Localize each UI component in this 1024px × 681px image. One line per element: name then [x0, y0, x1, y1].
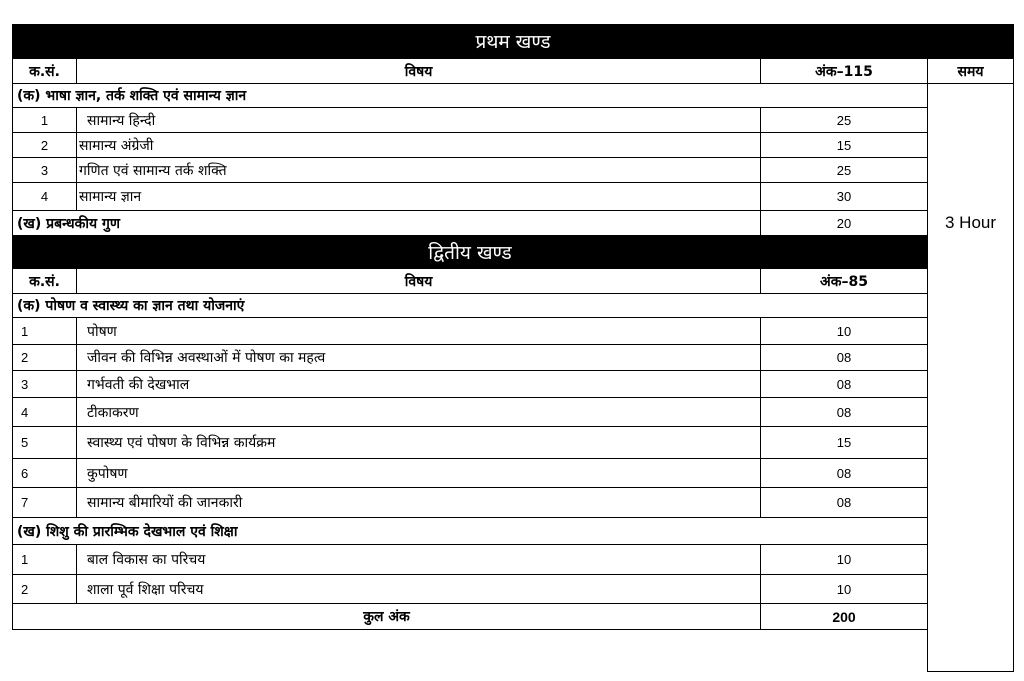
row-subject: गर्भवती की देखभाल	[76, 370, 761, 398]
row-sno: 1	[12, 107, 77, 133]
row-subject: सामान्य ज्ञान	[76, 182, 761, 211]
row-sno: 3	[12, 157, 77, 183]
row-subject: सामान्य हिन्दी	[76, 107, 761, 133]
duration-cell: 3 Hour	[927, 83, 1014, 672]
time-header: समय	[927, 58, 1014, 84]
row-subject: सामान्य अंग्रेजी	[76, 132, 761, 158]
row-sno: 4	[12, 397, 77, 427]
row-sno: 4	[12, 182, 77, 211]
row-marks: 10	[760, 574, 928, 604]
total-label: कुल अंक	[12, 603, 761, 630]
total-value: 200	[760, 603, 928, 630]
sno-header: क.सं.	[12, 268, 77, 294]
row-sno: 2	[12, 574, 77, 604]
section1-title: प्रथम खण्ड	[12, 24, 1014, 58]
row-sno: 7	[12, 487, 77, 518]
sno-header: क.सं.	[12, 58, 77, 84]
row-marks: 10	[760, 317, 928, 345]
section2-title: द्वितीय खण्ड	[12, 235, 928, 269]
row-subject: स्वास्थ्य एवं पोषण के विभिन्न कार्यक्रम	[76, 426, 761, 459]
row-marks: 15	[760, 132, 928, 158]
row-sno: 1	[12, 544, 77, 575]
row-marks: 25	[760, 157, 928, 183]
row-subject: बाल विकास का परिचय	[76, 544, 761, 575]
exam-scheme-table	[12, 24, 1014, 672]
row-sno: 1	[12, 317, 77, 345]
section1-group-b-title: (ख) प्रबन्धकीय गुण	[12, 210, 761, 236]
row-subject: टीकाकरण	[76, 397, 761, 427]
subject-header: विषय	[76, 58, 761, 84]
row-marks: 08	[760, 458, 928, 488]
section2-group-b-title: (ख) शिशु की प्रारम्भिक देखभाल एवं शिक्षा	[12, 517, 928, 545]
row-sno: 6	[12, 458, 77, 488]
row-marks: 10	[760, 544, 928, 575]
row-subject: गणित एवं सामान्य तर्क शक्ति	[76, 157, 761, 183]
marks-header: अंक–85	[760, 268, 928, 294]
row-subject: शाला पूर्व शिक्षा परिचय	[76, 574, 761, 604]
row-subject: जीवन की विभिन्न अवस्थाओं में पोषण का महत्व	[76, 344, 761, 371]
row-marks: 08	[760, 487, 928, 518]
row-subject: कुपोषण	[76, 458, 761, 488]
subject-header: विषय	[76, 268, 761, 294]
row-sno: 5	[12, 426, 77, 459]
section1-group-a-title: (क) भाषा ज्ञान, तर्क शक्ति एवं सामान्य ज्ञान	[12, 83, 928, 108]
row-sno: 2	[12, 344, 77, 371]
group-b-marks: 20	[760, 210, 928, 236]
marks-header: अंक–115	[760, 58, 928, 84]
row-marks: 25	[760, 107, 928, 133]
row-marks: 08	[760, 397, 928, 427]
row-marks: 08	[760, 344, 928, 371]
row-subject: सामान्य बीमारियों की जानकारी	[76, 487, 761, 518]
row-marks: 08	[760, 370, 928, 398]
row-subject: पोषण	[76, 317, 761, 345]
row-marks: 30	[760, 182, 928, 211]
row-marks: 15	[760, 426, 928, 459]
row-sno: 2	[12, 132, 77, 158]
row-sno: 3	[12, 370, 77, 398]
section2-group-a-title: (क) पोषण व स्वास्थ्य का ज्ञान तथा योजनाएं	[12, 293, 928, 318]
